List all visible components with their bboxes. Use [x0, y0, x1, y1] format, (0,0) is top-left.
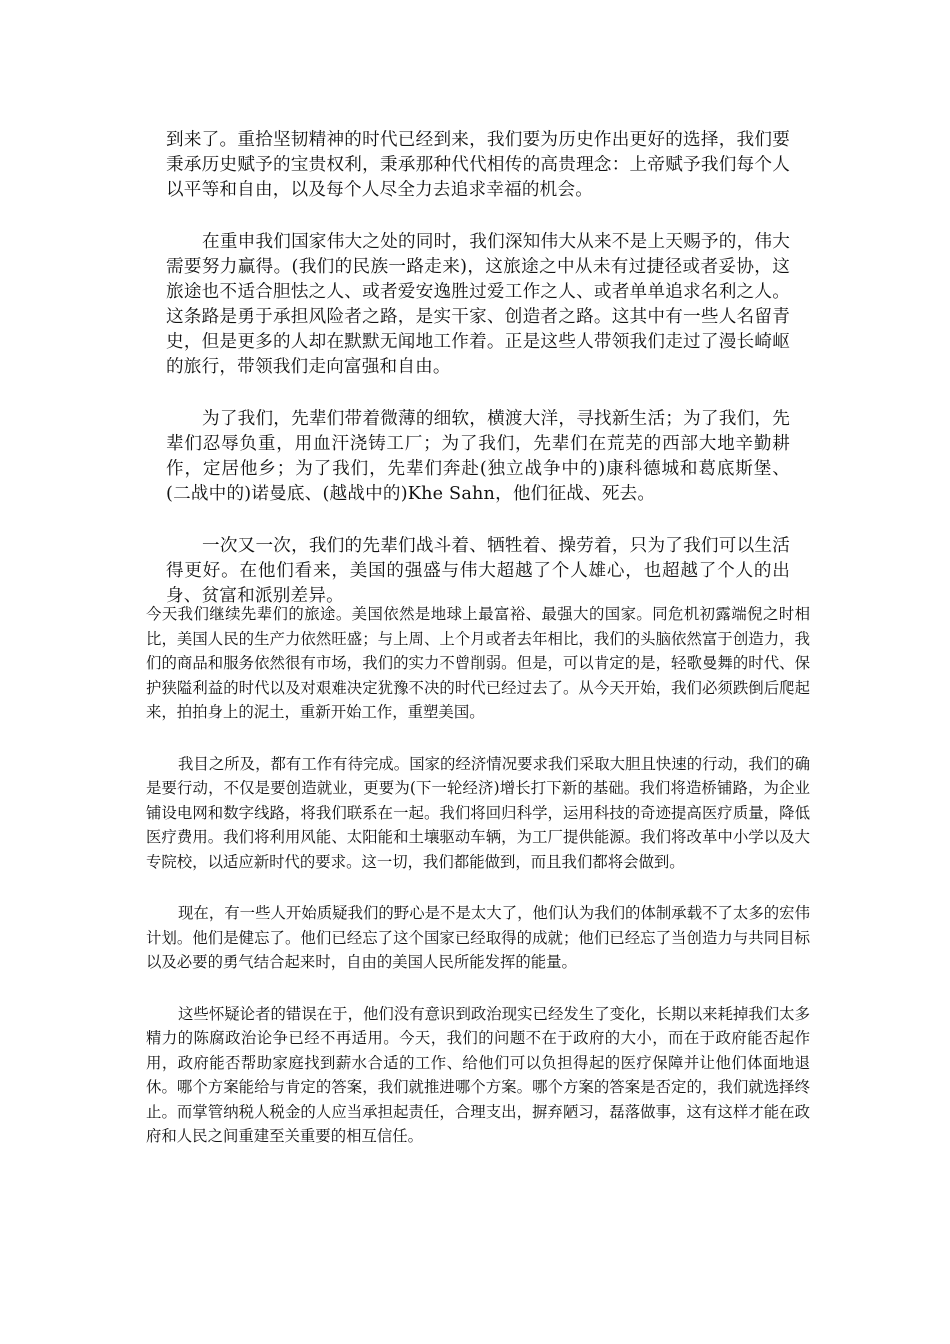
paragraph: 现在，有一些人开始质疑我们的野心是不是太大了，他们认为我们的体制承载不了太多的宏伟计划。他们是健忘了。他们已经忘了这个国家已经取得的成就；他们已经忘了当创造力与共同目标以及必要的勇气结合起来时，自由的美国人民所能发挥的能量。: [146, 904, 810, 971]
paragraph: 今天我们继续先辈们的旅途。美国依然是地球上最富裕、最强大的国家。同危机初露端倪之时相比，美国人民的生产力依然旺盛；与上周、上个月或者去年相比，我们的头脑依然富于创造力，我们的商品和服务依然很有市场，我们的实力不曾削弱。但是，可以肯定的是，轻歌曼舞的时代、保护狭隘利益的时代以及对艰难决定犹豫不决的时代已经过去了。从今天开始，我们必须跌倒后爬起来，拍拍身上的泥土，重新开始工作，重塑美国。: [146, 605, 810, 721]
paragraph: 一次又一次，我们的先辈们战斗着、牺牲着、操劳着，只为了我们可以生活得更好。在他们看来，美国的强盛与伟大超越了个人雄心，也超越了个人的出身、贫富和派别差异。: [166, 536, 790, 606]
lower-text-block: [146, 602, 810, 1176]
paragraph: 到来了。重拾坚韧精神的时代已经到来，我们要为历史作出更好的选择，我们要秉承历史赋予的宝贵权利，秉承那种代代相传的高贵理念：上帝赋予我们每个人以平等和自由，以及每个人尽全力去追求幸福的机会。: [166, 130, 790, 200]
paragraph: 在重申我们国家伟大之处的同时，我们深知伟大从来不是上天赐予的，伟大需要努力赢得。(我们的民族一路走来)，这旅途之中从未有过捷径或者妥协，这旅途也不适合胆怯之人、或者爱安逸胜过爱工作之人、或者单单追求名利之人。这条路是勇于承担风险者之路，是实干家、创造者之路。这其中有一些人名留青史，但是更多的人却在默默无闻地工作着。正是这些人带领我们走过了漫长崎岖的旅行，带领我们走向富强和自由。: [166, 232, 790, 377]
paragraph: 我目之所及，都有工作有待完成。国家的经济情况要求我们采取大胆且快速的行动，我们的确是要行动，不仅是要创造就业，更要为(下一轮经济)增长打下新的基础。我们将造桥铺路，为企业铺设电网和数字线路，将我们联系在一起。我们将回归科学，运用科技的奇迹提高医疗质量，降低医疗费用。我们将利用风能、太阳能和土壤驱动车辆，为工厂提供能源。我们将改革中小学以及大专院校，以适应新时代的要求。这一切，我们都能做到，而且我们都将会做到。: [146, 754, 810, 871]
upper-text-block: [166, 128, 790, 636]
paragraph: 这些怀疑论者的错误在于，他们没有意识到政治现实已经发生了变化，长期以来耗掉我们太多精力的陈腐政治论争已经不再适用。今天，我们的问题不在于政府的大小，而在于政府能否起作用，政府能否帮助家庭找到薪水合适的工作、给他们可以负担得起的医疗保障并让他们体面地退休。哪个方案能给与肯定的答案，我们就推进哪个方案。哪个方案的答案是否定的，我们就选择终止。而掌管纳税人税金的人应当承担起责任，合理支出，摒弃陋习，磊落做事，这有这样才能在政府和人民之间重建至关重要的相互信任。: [146, 1004, 810, 1145]
paragraph: 为了我们，先辈们带着微薄的细软，横渡大洋，寻找新生活；为了我们，先辈们忍辱负重，用血汗浇铸工厂；为了我们，先辈们在荒芜的西部大地辛勤耕作，定居他乡；为了我们，先辈们奔赴(独立战争中的)康科德城和葛底斯堡、(二战中的)诺曼底、(越战中的)Khe Sahn，他们征战、死去。: [166, 409, 790, 504]
